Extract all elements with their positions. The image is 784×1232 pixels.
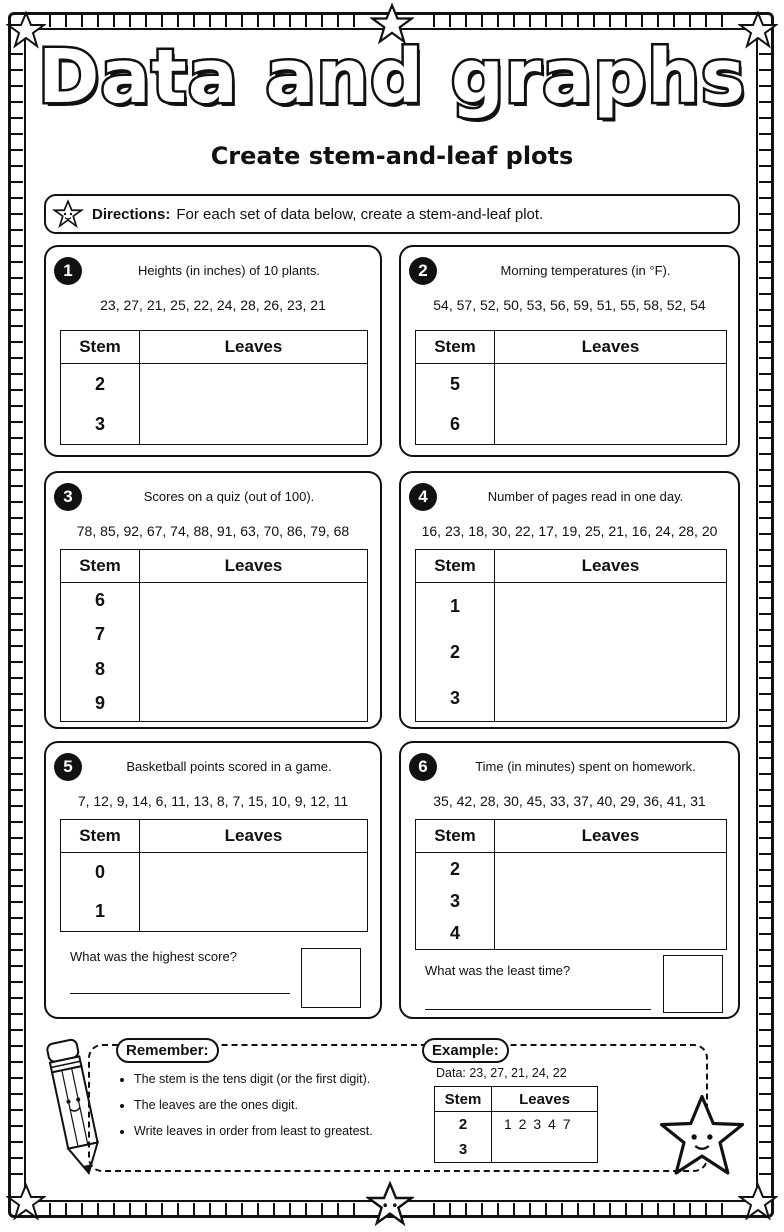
leaves-header: Leaves xyxy=(495,331,727,364)
problem-title: Time (in minutes) spent on homework. xyxy=(475,759,696,774)
list-item: • Write leaves in order from least to greatest. xyxy=(134,1124,373,1138)
stem-value: 4 xyxy=(449,922,460,943)
stem-value: 8 xyxy=(94,658,105,679)
stem-value: 3 xyxy=(458,1141,468,1158)
answer-box[interactable] xyxy=(301,948,361,1008)
example-label: Example: xyxy=(422,1038,509,1063)
problem-number: 1 xyxy=(54,257,82,285)
remember-label: Remember: xyxy=(116,1038,219,1063)
leaves-header: Leaves xyxy=(140,820,368,853)
directions-box xyxy=(44,194,740,234)
problem-title: Morning temperatures (in °F). xyxy=(500,263,671,278)
stem-value: 3 xyxy=(94,413,105,434)
stem-value: 1 xyxy=(94,901,105,921)
leaves-header: Leaves xyxy=(492,1087,598,1112)
problem-panel-5 xyxy=(44,741,382,1019)
stem-value: 5 xyxy=(449,373,460,394)
leaves-cell[interactable] xyxy=(495,583,727,722)
stem-header: Stem xyxy=(61,550,140,583)
stem-value: 1 xyxy=(449,595,460,616)
leaves-cell[interactable] xyxy=(495,853,727,950)
leaves-header: Leaves xyxy=(140,550,368,583)
problem-data: 7, 12, 9, 14, 6, 11, 13, 8, 7, 15, 10, 9, 12, 11 xyxy=(77,793,349,809)
stem-value: 2 xyxy=(449,641,460,662)
leaves-header: Leaves xyxy=(495,820,727,853)
question-text: What was the least time? xyxy=(425,963,571,978)
leaves-header: Leaves xyxy=(140,331,368,364)
leaves-cell[interactable] xyxy=(495,364,727,445)
problem-title: Scores on a quiz (out of 100). xyxy=(143,489,315,504)
stem-value: 3 xyxy=(449,687,460,708)
leaves-cell[interactable] xyxy=(140,364,368,445)
star-icon xyxy=(738,1182,778,1222)
problem-panel-4 xyxy=(399,471,740,729)
directions-text: For each set of data below, create a stem-and-leaf plot. xyxy=(176,205,544,223)
problem-data: 23, 27, 21, 25, 22, 24, 28, 26, 23, 21 xyxy=(100,297,326,313)
remember-list xyxy=(118,1072,373,1150)
stem-value: 7 xyxy=(94,624,105,645)
problem-data: 35, 42, 28, 30, 45, 33, 37, 40, 29, 36, 41, 31 xyxy=(433,793,706,809)
smiling-star-icon xyxy=(656,1092,748,1182)
stem-value: 3 xyxy=(449,890,460,911)
stem-header: Stem xyxy=(61,820,140,853)
stem-value: 2 xyxy=(449,858,460,879)
answer-box[interactable] xyxy=(663,955,723,1013)
answer-line[interactable] xyxy=(70,993,290,994)
problem-panel-3 xyxy=(44,471,382,729)
problem-number: 2 xyxy=(409,257,437,285)
stem-leaf-table xyxy=(60,330,368,445)
stem-value: 2 xyxy=(458,1116,468,1133)
star-icon xyxy=(6,1182,46,1222)
stem-leaf-table xyxy=(60,549,368,722)
stem-value: 2 xyxy=(94,373,105,394)
stem-leaf-table xyxy=(415,330,727,445)
problem-data: 54, 57, 52, 50, 53, 56, 59, 51, 55, 58, 52, 54 xyxy=(433,297,706,313)
directions-label: Directions: xyxy=(92,205,171,223)
page-subtitle: Create stem-and-leaf plots xyxy=(210,142,574,170)
question-text: What was the highest score? xyxy=(70,949,237,964)
leaves-header: Leaves xyxy=(495,550,727,583)
problem-number: 3 xyxy=(54,483,82,511)
answer-line[interactable] xyxy=(425,1009,651,1010)
stem-header: Stem xyxy=(416,331,495,364)
problem-number: 5 xyxy=(54,753,82,781)
stem-value: 9 xyxy=(94,693,105,714)
stem-value: 6 xyxy=(94,589,105,610)
problem-panel-1 xyxy=(44,245,382,457)
list-item: • The stem is the tens digit (or the first digit). xyxy=(134,1072,373,1086)
problem-panel-6 xyxy=(399,741,740,1019)
example-leaves: 1 2 3 4 7 xyxy=(504,1116,571,1132)
star-icon xyxy=(366,1180,414,1228)
stem-header: Stem xyxy=(61,331,140,364)
problem-number: 6 xyxy=(409,753,437,781)
stem-header: Stem xyxy=(435,1087,492,1112)
leaves-cell[interactable] xyxy=(140,583,368,722)
problem-title: Number of pages read in one day. xyxy=(487,489,684,504)
problem-number: 4 xyxy=(409,483,437,511)
problem-panel-2 xyxy=(399,245,740,457)
stem-value: 0 xyxy=(94,862,105,882)
smiling-star-icon xyxy=(52,199,84,229)
problem-data: 78, 85, 92, 67, 74, 88, 91, 63, 70, 86, 79, 68 xyxy=(76,523,350,539)
problem-title: Heights (in inches) of 10 plants. xyxy=(137,263,321,278)
leaves-cell[interactable] xyxy=(140,853,368,932)
problem-title: Basketball points scored in a game. xyxy=(126,759,332,774)
stem-leaf-table xyxy=(60,819,368,932)
stem-header: Stem xyxy=(416,550,495,583)
problem-data: 16, 23, 18, 30, 22, 17, 19, 25, 21, 16, 24, 28, 20 xyxy=(421,523,718,539)
stem-header: Stem xyxy=(416,820,495,853)
example-table xyxy=(434,1086,598,1163)
list-item: • The leaves are the ones digit. xyxy=(134,1098,373,1112)
page-title: Data and graphs xyxy=(38,34,746,120)
example-data: Data: 23, 27, 21, 24, 22 xyxy=(436,1066,567,1080)
stem-value: 6 xyxy=(449,413,460,434)
stem-leaf-table xyxy=(415,549,727,722)
stem-leaf-table xyxy=(415,819,727,950)
